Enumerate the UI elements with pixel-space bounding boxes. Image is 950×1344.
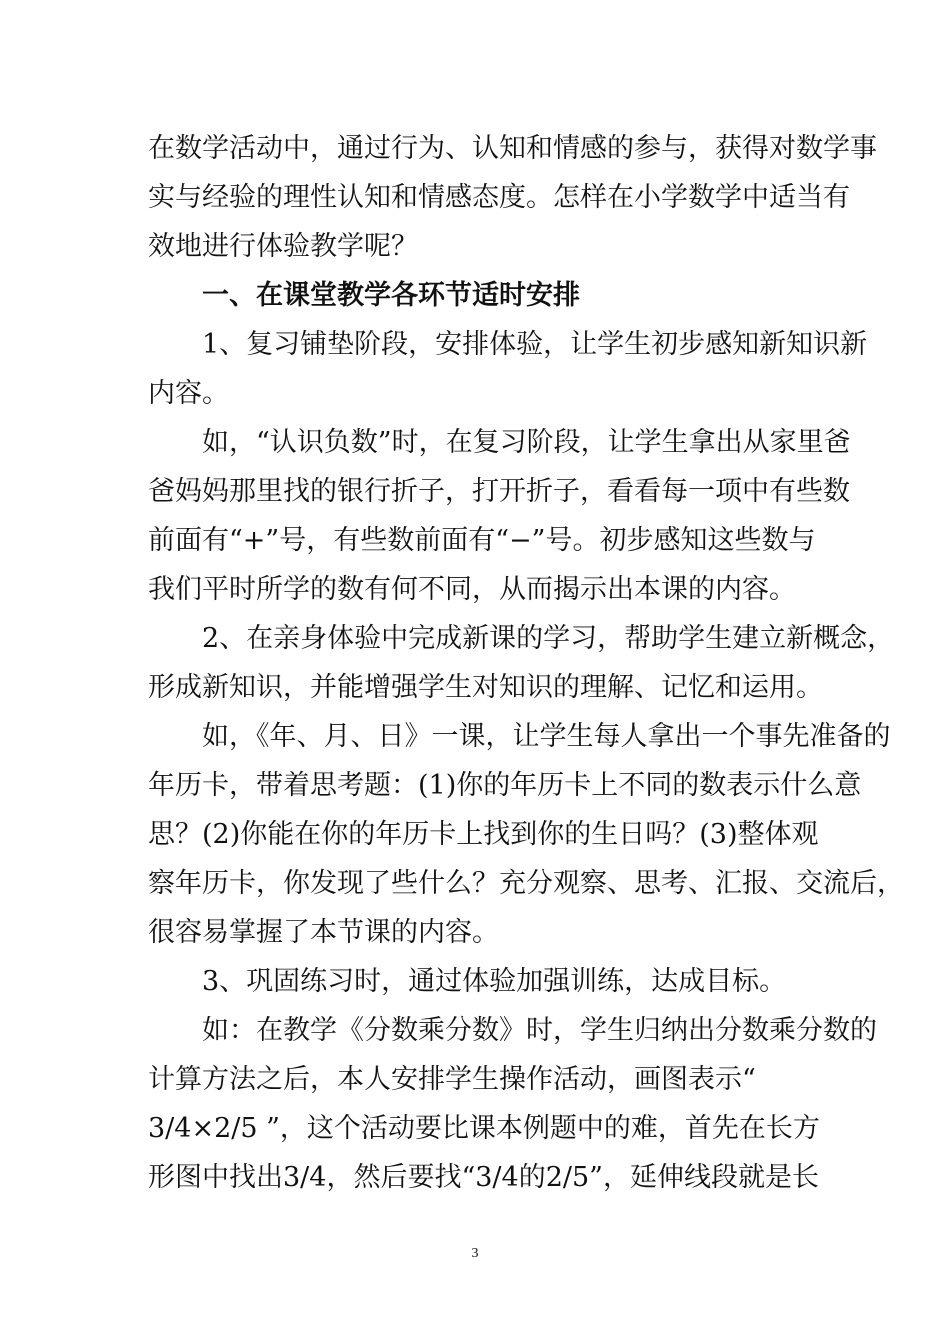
body-text-line: 察年历卡，你发现了些什么？充分观察、思考、汇报、交流后，	[148, 868, 904, 899]
body-text-line: 如，“认识负数”时，在复习阶段，让学生拿出从家里爸	[202, 427, 851, 458]
body-text-line: 在数学活动中，通过行为、认知和情感的参与，获得对数学事	[148, 133, 877, 164]
body-text-line: 效地进行体验教学呢？	[148, 231, 418, 262]
body-text-line: 爸妈妈那里找的银行折子，打开折子，看看每一项中有些数	[148, 476, 850, 507]
body-text-line: 3/4×2/5 ”，这个活动要比课本例题中的难，首先在长方	[148, 1113, 820, 1144]
body-text-line: 形图中找出3/4，然后要找“3/4的2/5”，延伸线段就是长	[148, 1162, 819, 1193]
body-text-line: 形成新知识，并能增强学生对知识的理解、记忆和运用。	[148, 672, 823, 703]
section-heading: 一、在课堂教学各环节适时安排	[202, 280, 580, 311]
body-text-line: 前面有“+”号，有些数前面有“−”号。初步感知这些数与	[148, 525, 816, 556]
body-text-line: 内容。	[148, 378, 229, 409]
page-number: 3	[471, 1246, 479, 1261]
body-text-line: 年历卡，带着思考题：(1)你的年历卡上不同的数表示什么意	[148, 770, 862, 801]
body-text-line: 我们平时所学的数有何不同，从而揭示出本课的内容。	[148, 574, 796, 605]
body-text-line: 如，《年、月、日》一课，让学生每人拿出一个事先准备的	[202, 721, 891, 752]
body-text-line: 思？(2)你能在你的年历卡上找到你的生日吗？(3)整体观	[148, 819, 819, 850]
body-text-line: 很容易掌握了本节课的内容。	[148, 917, 499, 948]
body-text-line: 如：在教学《分数乘分数》时，学生归纳出分数乘分数的	[202, 1015, 877, 1046]
body-text-line: 实与经验的理性认知和情感态度。怎样在小学数学中适当有	[148, 182, 850, 213]
body-text-line: 计算方法之后，本人安排学生操作活动，画图表示“	[148, 1064, 756, 1095]
subheading-line: 2、在亲身体验中完成新课的学习，帮助学生建立新概念，	[202, 623, 895, 654]
subheading-line: 3、巩固练习时，通过体验加强训练，达成目标。	[202, 966, 787, 997]
subheading-line: 1、复习铺垫阶段，安排体验，让学生初步感知新知识新	[202, 329, 868, 360]
